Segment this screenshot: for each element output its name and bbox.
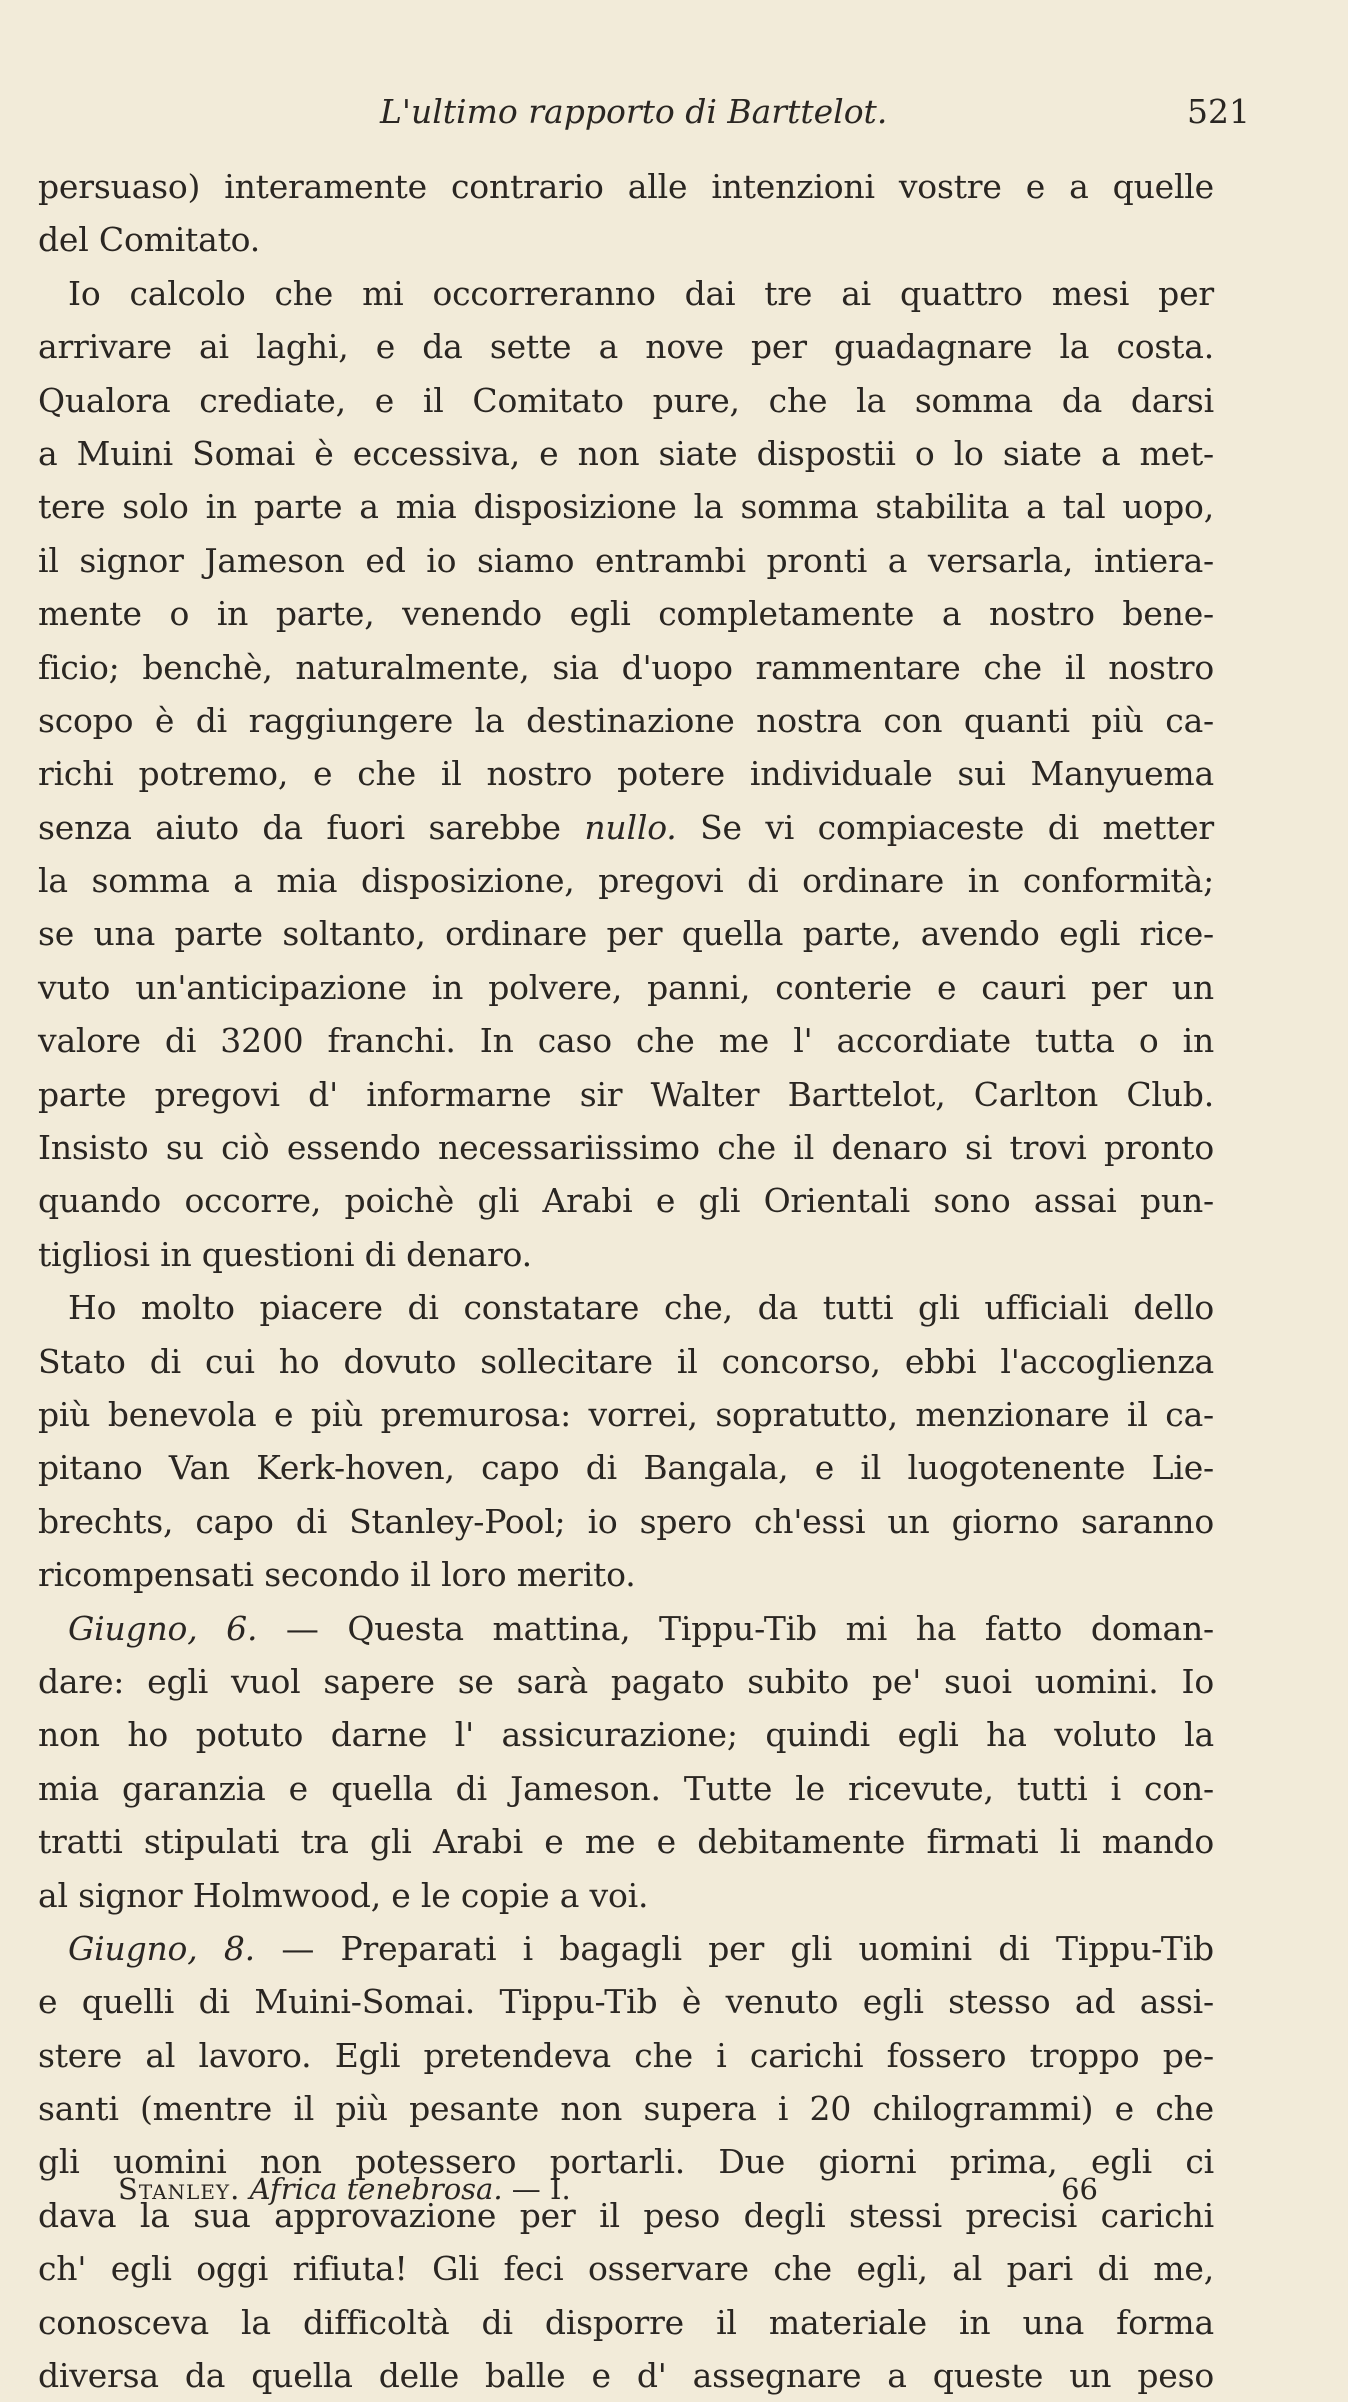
text-line: se una parte soltanto, ordinare per quella parte, avendo egli rice- xyxy=(38,914,1214,954)
text-line: ch' egli oggi rifiuta! Gli feci osservare che egli, al pari di me, xyxy=(38,2249,1214,2289)
text-line: valore di 3200 franchi. In caso che me l' accordiate tutta o in xyxy=(38,1021,1214,1061)
dated-entry-line xyxy=(38,1922,1214,1975)
text-line: a Muini Somai è eccessiva, e non siate dispostii o lo siate a met- xyxy=(38,433,1214,473)
text-segment: — Preparati i bagagli per gli uomini di Tippu-Tib xyxy=(254,1928,1214,1968)
text-line: tere solo in parte a mia disposizione la somma stabilita a tal uopo, xyxy=(38,487,1214,527)
text-line: del Comitato. xyxy=(38,220,261,260)
paragraph-start-line: Io calcolo che mi occorreranno dai tre ai quattro mesi per xyxy=(68,273,1214,313)
text-segment: senza aiuto da fuori sarebbe xyxy=(38,807,585,847)
footer-author: Stanley. xyxy=(118,2172,241,2206)
body-text xyxy=(38,160,1214,2402)
text-line: conosceva la difficoltà di disporre il materiale in una forma xyxy=(38,2302,1214,2342)
text-line: santi (mentre il più pesante non supera i 20 chilogrammi) e che xyxy=(38,2089,1214,2129)
text-line: parte pregovi d' informarne sir Walter Barttelot, Carlton Club. xyxy=(38,1074,1214,1114)
text-line: il signor Jameson ed io siamo entrambi pronti a versarla, intiera- xyxy=(38,540,1214,580)
text-line: mente o in parte, venendo egli completamente a nostro bene- xyxy=(38,594,1214,634)
text-line: brechts, capo di Stanley-Pool; io spero ch'essi un giorno saranno xyxy=(38,1501,1214,1541)
text-line: mia garanzia e quella di Jameson. Tutte le ricevute, tutti i con- xyxy=(38,1768,1214,1808)
running-head xyxy=(380,92,1250,142)
emphasis-text: nullo. xyxy=(584,807,677,847)
text-segment: Se vi compiaceste di metter xyxy=(676,807,1214,847)
sheet-number: 66 xyxy=(1061,2172,1098,2206)
entry-date: Giugno, 8. xyxy=(68,1928,255,1968)
text-line: stere al lavoro. Egli pretendeva che i carichi fossero troppo pe- xyxy=(38,2035,1214,2075)
text-line: non ho potuto darne l' assicurazione; quindi egli ha voluto la xyxy=(38,1715,1214,1755)
text-line: Stato di cui ho dovuto sollecitare il concorso, ebbi l'accoglienza xyxy=(38,1341,1214,1381)
page-number: 521 xyxy=(1187,92,1250,131)
footer-volume: — I. xyxy=(511,2172,571,2206)
footer-book-title: Africa tenebrosa. xyxy=(249,2172,503,2206)
text-line: ricompensati secondo il loro merito. xyxy=(38,1555,636,1595)
text-line: gli uomini non potessero portarli. Due giorni prima, egli ci xyxy=(38,2142,1214,2182)
text-line: scopo è di raggiungere la destinazione nostra con quanti più ca- xyxy=(38,700,1214,740)
text-line: quando occorre, poichè gli Arabi e gli Orientali sono assai pun- xyxy=(38,1181,1214,1221)
text-line: tigliosi in questioni di denaro. xyxy=(38,1234,532,1274)
text-line: vuto un'anticipazione in polvere, panni, conterie e cauri per un xyxy=(38,967,1214,1007)
text-line: Qualora crediate, e il Comitato pure, che la somma da darsi xyxy=(38,380,1214,420)
text-line: richi potremo, e che il nostro potere individuale sui Manyuema xyxy=(38,754,1214,794)
text-line: al signor Holmwood, e le copie a voi. xyxy=(38,1875,649,1915)
text-line: pitano Van Kerk-hoven, capo di Bangala, e il luogotenente Lie- xyxy=(38,1448,1214,1488)
text-segment: — Questa mattina, Tippu-Tib mi ha fatto doman- xyxy=(257,1608,1214,1648)
text-line: tratti stipulati tra gli Arabi e me e debitamente firmati li mando xyxy=(38,1822,1214,1862)
text-line: più benevola e più premurosa: vorrei, sopratutto, menzionare il ca- xyxy=(38,1394,1214,1434)
signature-footer xyxy=(118,2172,1098,2222)
running-title: L'ultimo rapporto di Barttelot. xyxy=(380,92,888,131)
text-line: ficio; benchè, naturalmente, sia d'uopo rammentare che il nostro xyxy=(38,647,1214,687)
text-line: dare: egli vuol sapere se sarà pagato subito pe' suoi uomini. Io xyxy=(38,1661,1214,1701)
text-line: diversa da quella delle balle e d' assegnare a queste un peso xyxy=(38,2356,1214,2396)
dated-entry-line xyxy=(38,1602,1214,1655)
text-line: persuaso) interamente contrario alle intenzioni vostre e a quelle xyxy=(38,167,1214,206)
signature-line xyxy=(118,2172,571,2206)
text-line xyxy=(38,801,1214,854)
paragraph-start-line: Ho molto piacere di constatare che, da tutti gli ufficiali dello xyxy=(68,1288,1214,1328)
text-line: dava la sua approvazione per il peso degli stessi precisi carichi xyxy=(38,2195,1214,2235)
text-line: la somma a mia disposizione, pregovi di ordinare in conformità; xyxy=(38,861,1214,901)
entry-date: Giugno, 6. xyxy=(68,1608,258,1648)
text-line: Insisto su ciò essendo necessariissimo che il denaro si trovi pronto xyxy=(38,1128,1214,1168)
text-line: arrivare ai laghi, e da sette a nove per guadagnare la costa. xyxy=(38,327,1214,367)
text-line: e quelli di Muini-Somai. Tippu-Tib è venuto egli stesso ad assi- xyxy=(38,1982,1214,2022)
